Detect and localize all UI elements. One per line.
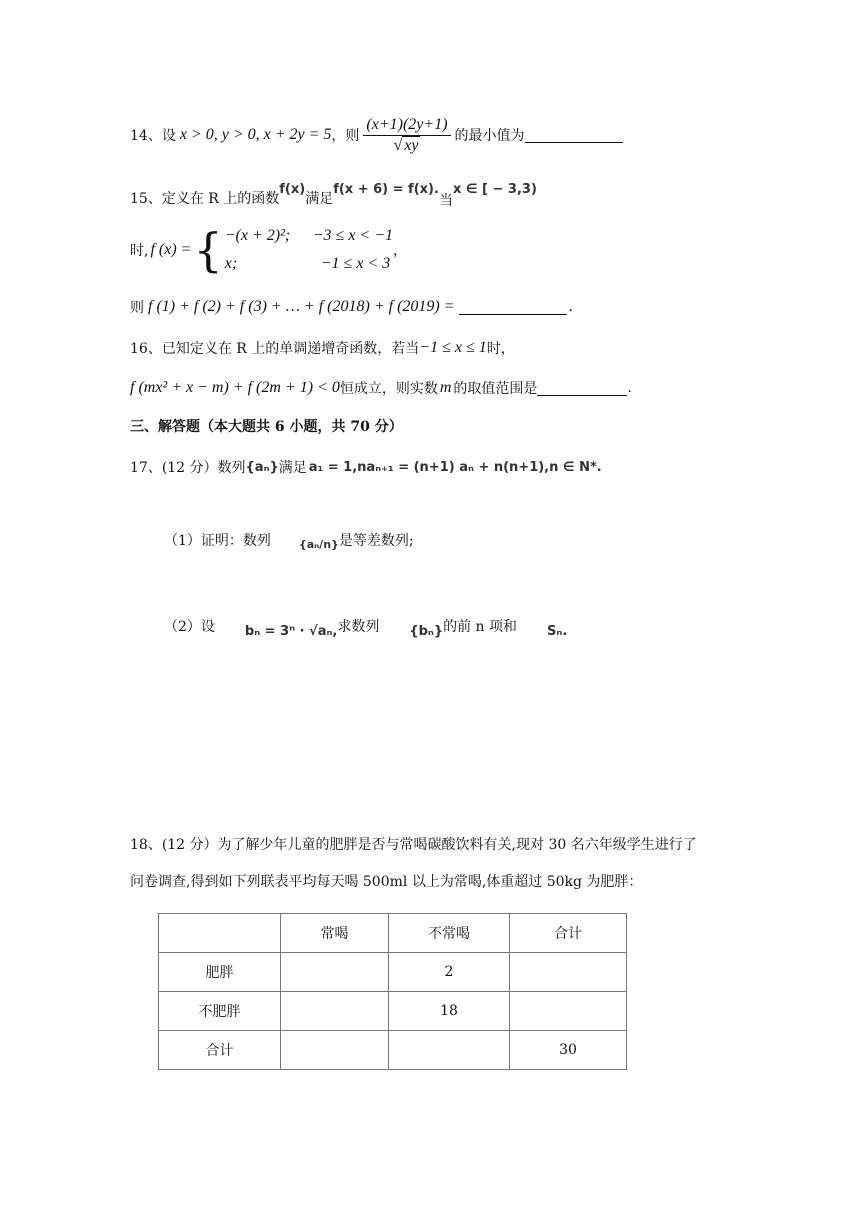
q15-satisfy: 满足 [305,191,334,207]
q14-fraction: $\frac{(x+1)(2y+1)}{√ xy}$ [363,115,450,156]
table-cell [510,992,627,1031]
q16-text-b: 时， [486,341,515,357]
table-cell: 2 [389,953,510,992]
q15-answer-blank[interactable] [459,300,567,315]
table-row [159,1031,627,1070]
q16-text-a: 16、已知定义在 R 上的单调递增奇函数，若当 [130,341,420,357]
table-row-label: 合计 [159,1031,281,1070]
q16-text-d: 的取值范围是 [453,381,538,397]
q15-end: . [568,299,573,315]
q14-number: 14、设 [130,128,176,144]
question-14 [130,112,623,158]
question-15-piecewise [130,222,407,278]
q17-part1 [164,528,414,562]
q17-part2 [164,614,567,644]
q15-case1-expr: −(x + 2)²; [224,227,291,244]
question-16-line2 [130,375,632,401]
q17-part2-bn: {bₙ} [409,624,444,639]
table-header-cell: 合计 [510,914,627,953]
q17-part2-label: （2）设 [164,619,215,635]
q17-part1-seq: {aₙ/n} [298,538,339,551]
q17-satisfy: 满足 [278,460,307,476]
section-heading: 三、解答题（本大题共 6 小题，共 70 分） [130,419,403,435]
q15-then: 则 [130,300,144,316]
q14-then: ，则 [331,128,360,144]
table-row-label: 不肥胖 [159,992,281,1031]
q17-recurrence: a₁ = 1,naₙ₊₁ = (n+1) aₙ + n(n+1),n ∈ N*. [308,459,602,475]
question-15-sum [130,293,573,321]
question-18-line1: 18、(12 分）为了解少年儿童的肥胖是否与常喝碳酸饮料有关,现对 30 名六年级学生进行了 [130,837,697,853]
question-17 [130,454,602,480]
q16-condition: −1 ≤ x ≤ 1 [419,339,487,356]
q17-an: {aₙ} [245,459,279,475]
contingency-table [158,913,627,1070]
table-row [159,953,627,992]
q15-case2 [225,250,393,278]
q14-denominator: xy [404,136,419,154]
table-cell [281,1031,389,1070]
q16-text-c: 恒成立，则实数 [339,381,438,397]
table-cell [159,914,281,953]
q15-period: f(x + 6) = f(x). [333,182,439,197]
q15-time: 时, [130,243,149,259]
table-row-label: 肥胖 [159,953,281,992]
question-18-line2: 问卷调查,得到如下列联表平均每天喝 500ml 以上为常喝,体重超过 50kg 为肥胖： [130,874,643,890]
table-cell [510,953,627,992]
q14-answer-blank[interactable] [525,128,623,143]
table-cell: 18 [389,992,510,1031]
q15-fdef: f (x) = [150,241,192,258]
q14-condition: x > 0, y > 0, x + 2y = 5 [179,126,332,143]
q15-case1 [225,222,393,250]
q15-fx: f(x) [279,182,306,197]
q14-numerator: (x+1)(2y+1) [363,115,450,136]
q16-expression: f (mx² + x − m) + f (2m + 1) < 0 [130,379,340,396]
q17-part2-def: bₙ = 3ⁿ · √aₙ, [244,624,338,639]
q15-comma: ， [393,243,408,259]
q17-part2-sn: Sₙ. [547,624,568,639]
table-cell [389,1031,510,1070]
q15-case2-cond: −1 ≤ x < 3 [320,255,391,272]
q17-part1-text: 是等差数列; [338,533,414,549]
q15-case1-cond: −3 ≤ x < −1 [312,227,394,244]
table-header-row [159,914,627,953]
q16-end: . [627,380,632,396]
table-header-cell: 常喝 [281,914,389,953]
q17-part2-text: 的前 n 项和 [443,619,518,635]
q17-part1-label: （1）证明：数列 [164,533,271,549]
table-cell [281,953,389,992]
table-cell: 30 [510,1031,627,1070]
q17-number: 17、(12 分）数列 [130,460,246,476]
q15-case2-expr: x; [224,255,238,272]
question-16-line1 [130,336,515,360]
question-15-line1 [130,182,537,210]
q15-interval: x ∈ [ − 3,3) [452,182,537,197]
q15-cases [225,222,393,278]
q16-answer-blank[interactable] [537,381,627,396]
q15-when: 当 [438,193,453,209]
table-row [159,992,627,1031]
left-brace-icon: { [193,223,223,277]
q14-suffix: 的最小值为 [454,128,525,144]
q15-sum-expr: f (1) + f (2) + f (3) + … + f (2018) + f (2019) = [148,298,455,315]
q16-m: m [439,379,452,396]
table-cell [281,992,389,1031]
table-header-cell: 不常喝 [389,914,510,953]
q15-number: 15、定义在 R 上的函数 [130,191,280,207]
q17-part2-ask: 求数列 [337,619,380,635]
